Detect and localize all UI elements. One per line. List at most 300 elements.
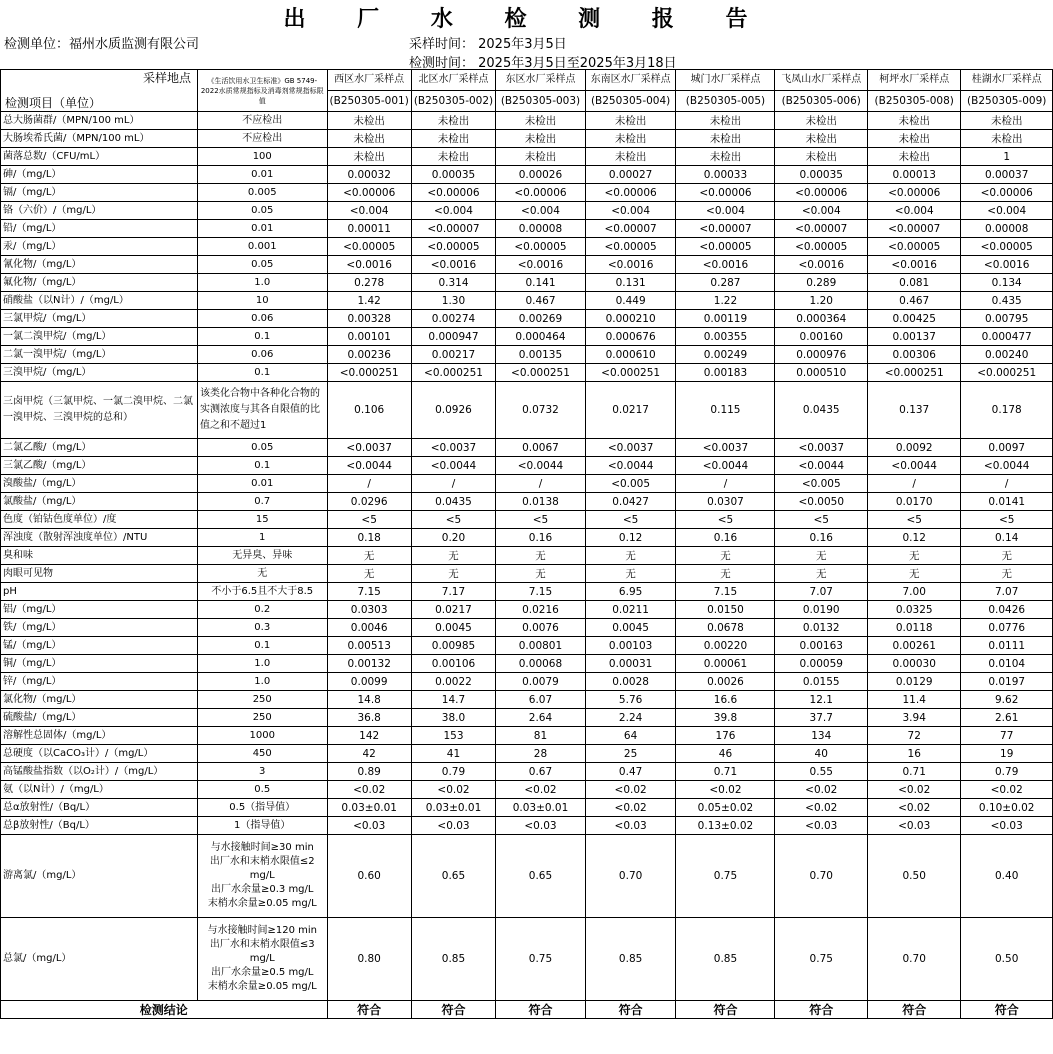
row-item: 锌/（mg/L） xyxy=(1,673,198,691)
row-value: 16 xyxy=(868,745,961,763)
table-row xyxy=(1,547,1053,565)
row-value: <0.004 xyxy=(775,202,868,220)
row-value: 0.00008 xyxy=(496,220,586,238)
header-item-unit: 检测项目（单位） xyxy=(5,96,102,110)
row-value: <0.03 xyxy=(411,817,495,835)
row-value: <0.0044 xyxy=(961,457,1053,475)
row-value: <0.00007 xyxy=(411,220,495,238)
row-standard: 0.2 xyxy=(197,601,327,619)
row-value: 0.00425 xyxy=(868,310,961,328)
table-row xyxy=(1,763,1053,781)
standard-line: 出厂水余量≥0.3 mg/L xyxy=(210,884,314,895)
row-value: 0.00985 xyxy=(411,637,495,655)
row-standard xyxy=(197,835,327,918)
row-value: 无 xyxy=(868,547,961,565)
row-value: 未检出 xyxy=(868,130,961,148)
row-value: 0.000477 xyxy=(961,328,1053,346)
row-item: 臭和味 xyxy=(1,547,198,565)
row-value: <0.02 xyxy=(868,781,961,799)
row-value: 未检出 xyxy=(585,148,676,166)
row-value: 0.00513 xyxy=(327,637,411,655)
row-item: 总α放射性/（Bq/L） xyxy=(1,799,198,817)
row-value: 0.000947 xyxy=(411,328,495,346)
row-item: 总大肠菌群/（MPN/100 mL） xyxy=(1,112,198,130)
row-item: 氯酸盐/（mg/L） xyxy=(1,493,198,511)
row-value: 0.137 xyxy=(868,382,961,439)
row-standard: 不应检出 xyxy=(197,130,327,148)
row-value: 0.0111 xyxy=(961,637,1053,655)
row-value: 未检出 xyxy=(676,112,775,130)
row-standard: 0.01 xyxy=(197,220,327,238)
row-value: 1.42 xyxy=(327,292,411,310)
conclusion-value: 符合 xyxy=(585,1001,676,1019)
row-value: <0.00005 xyxy=(775,238,868,256)
row-value: <0.000251 xyxy=(327,364,411,382)
row-value: <0.02 xyxy=(411,781,495,799)
row-item: 镉/（mg/L） xyxy=(1,184,198,202)
row-item: 菌落总数/（CFU/mL） xyxy=(1,148,198,166)
header-site-code: (B250305-009) xyxy=(961,91,1053,112)
row-value: <0.004 xyxy=(868,202,961,220)
row-value: <0.00006 xyxy=(496,184,586,202)
row-value: 0.0092 xyxy=(868,439,961,457)
table-row xyxy=(1,292,1053,310)
row-value: 28 xyxy=(496,745,586,763)
standard-line: 末梢水余量≥0.05 mg/L xyxy=(207,981,317,992)
conclusion-value: 符合 xyxy=(775,1001,868,1019)
row-standard: 1000 xyxy=(197,727,327,745)
row-value: 未检出 xyxy=(585,130,676,148)
row-value: <0.02 xyxy=(676,781,775,799)
row-value: 7.17 xyxy=(411,583,495,601)
row-item: 游离氯/（mg/L） xyxy=(1,835,198,918)
row-standard: 该类化合物中各种化合物的实测浓度与其各自限值的比值之和不超过1 xyxy=(197,382,327,439)
row-value: 39.8 xyxy=(676,709,775,727)
row-value: 0.0197 xyxy=(961,673,1053,691)
row-value: 14.8 xyxy=(327,691,411,709)
row-value: <0.0016 xyxy=(496,256,586,274)
row-standard: 0.1 xyxy=(197,637,327,655)
row-value: 0.71 xyxy=(868,763,961,781)
table-row xyxy=(1,112,1053,130)
table-row xyxy=(1,637,1053,655)
row-value: 0.00008 xyxy=(961,220,1053,238)
row-value: 未检出 xyxy=(961,112,1053,130)
sampling-time: 采样时间： 2025年3月5日 xyxy=(409,37,567,52)
row-value: 0.0118 xyxy=(868,619,961,637)
row-value: 0.000976 xyxy=(775,346,868,364)
row-standard: 0.05 xyxy=(197,439,327,457)
row-value: 0.60 xyxy=(327,835,411,918)
row-item: 锰/（mg/L） xyxy=(1,637,198,655)
row-value: 0.0129 xyxy=(868,673,961,691)
row-value: 0.89 xyxy=(327,763,411,781)
table-row xyxy=(1,565,1053,583)
row-standard: 0.01 xyxy=(197,475,327,493)
row-value: 0.0099 xyxy=(327,673,411,691)
row-value: 0.000210 xyxy=(585,310,676,328)
header-site-code: (B250305-003) xyxy=(496,91,586,112)
table-row xyxy=(1,382,1053,439)
row-value: 46 xyxy=(676,745,775,763)
row-value: 0.00220 xyxy=(676,637,775,655)
row-standard: 0.1 xyxy=(197,364,327,382)
conclusion-value: 符合 xyxy=(411,1001,495,1019)
row-value: 0.79 xyxy=(411,763,495,781)
header-site-code: (B250305-008) xyxy=(868,91,961,112)
row-item: 氟化物/（mg/L） xyxy=(1,274,198,292)
table-row xyxy=(1,619,1053,637)
row-value: <5 xyxy=(868,511,961,529)
row-value: <0.004 xyxy=(327,202,411,220)
row-value: 0.0138 xyxy=(496,493,586,511)
row-value: 0.0045 xyxy=(411,619,495,637)
row-item: 总硬度（以CaCO₃计）/（mg/L） xyxy=(1,745,198,763)
row-value: 未检出 xyxy=(327,130,411,148)
row-value: <0.02 xyxy=(496,781,586,799)
row-value: 0.000610 xyxy=(585,346,676,364)
header-site-name: 北区水厂采样点 xyxy=(411,70,495,91)
row-standard: 450 xyxy=(197,745,327,763)
row-value: 72 xyxy=(868,727,961,745)
row-value: <0.0016 xyxy=(411,256,495,274)
row-value: 0.0296 xyxy=(327,493,411,511)
row-value: 0.00274 xyxy=(411,310,495,328)
row-value: <0.0016 xyxy=(775,256,868,274)
row-value: 0.0427 xyxy=(585,493,676,511)
row-value: <0.00005 xyxy=(961,238,1053,256)
row-value: 0.0028 xyxy=(585,673,676,691)
row-value: <0.0037 xyxy=(775,439,868,457)
row-value: 37.7 xyxy=(775,709,868,727)
row-value: 0.75 xyxy=(676,835,775,918)
row-value: 0.00101 xyxy=(327,328,411,346)
row-standard: 1.0 xyxy=(197,673,327,691)
row-value: 5.76 xyxy=(585,691,676,709)
row-value: 64 xyxy=(585,727,676,745)
row-value: 0.50 xyxy=(961,918,1053,1001)
table-row xyxy=(1,709,1053,727)
row-value: 无 xyxy=(327,565,411,583)
row-value: 7.15 xyxy=(496,583,586,601)
table-row xyxy=(1,673,1053,691)
row-value: 0.70 xyxy=(585,835,676,918)
row-value: 176 xyxy=(676,727,775,745)
report-title: 出 厂 水 检 测 报 告 xyxy=(283,6,770,32)
row-value: 0.0097 xyxy=(961,439,1053,457)
row-standard: 0.05 xyxy=(197,202,327,220)
table-row xyxy=(1,493,1053,511)
row-value: 无 xyxy=(411,565,495,583)
row-value: 0.0150 xyxy=(676,601,775,619)
row-standard: 10 xyxy=(197,292,327,310)
row-standard: 0.7 xyxy=(197,493,327,511)
row-standard: 不应检出 xyxy=(197,112,327,130)
row-value: <0.004 xyxy=(411,202,495,220)
row-value: 未检出 xyxy=(775,112,868,130)
row-value: 未检出 xyxy=(327,112,411,130)
row-item: 氨（以N计）/（mg/L） xyxy=(1,781,198,799)
row-value: <0.0037 xyxy=(585,439,676,457)
row-value: <0.0044 xyxy=(496,457,586,475)
row-value: <0.02 xyxy=(585,799,676,817)
row-standard: 1 xyxy=(197,529,327,547)
row-value: 0.0325 xyxy=(868,601,961,619)
row-value: <0.0016 xyxy=(868,256,961,274)
row-value: 无 xyxy=(585,565,676,583)
conclusion-value: 符合 xyxy=(676,1001,775,1019)
row-value: <0.004 xyxy=(961,202,1053,220)
row-value: 7.00 xyxy=(868,583,961,601)
row-value: 38.0 xyxy=(411,709,495,727)
row-value: 无 xyxy=(961,547,1053,565)
row-value: 0.141 xyxy=(496,274,586,292)
row-value: 0.0216 xyxy=(496,601,586,619)
row-value: 0.65 xyxy=(411,835,495,918)
row-item: 铅/（mg/L） xyxy=(1,220,198,238)
row-value: 0.081 xyxy=(868,274,961,292)
header-site-code: (B250305-001) xyxy=(327,91,411,112)
table-row xyxy=(1,184,1053,202)
row-value: 0.00269 xyxy=(496,310,586,328)
row-value: <0.0016 xyxy=(585,256,676,274)
row-value: 未检出 xyxy=(411,148,495,166)
conclusion-label: 检测结论 xyxy=(1,1001,328,1019)
row-value: <0.02 xyxy=(775,799,868,817)
row-value: <5 xyxy=(585,511,676,529)
row-value: <0.0044 xyxy=(585,457,676,475)
row-value: 0.314 xyxy=(411,274,495,292)
row-value: 0.00328 xyxy=(327,310,411,328)
row-value: 0.10±0.02 xyxy=(961,799,1053,817)
row-value: 无 xyxy=(868,565,961,583)
row-value: 0.12 xyxy=(585,529,676,547)
row-value: 0.0022 xyxy=(411,673,495,691)
row-value: 0.65 xyxy=(496,835,586,918)
row-value: 0.00032 xyxy=(327,166,411,184)
row-value: 0.00031 xyxy=(585,655,676,673)
row-value: 0.00132 xyxy=(327,655,411,673)
row-value: 0.85 xyxy=(676,918,775,1001)
table-row-free-chlorine xyxy=(1,835,1053,918)
row-value: 0.85 xyxy=(411,918,495,1001)
header-site-code: (B250305-006) xyxy=(775,91,868,112)
row-value: 2.24 xyxy=(585,709,676,727)
row-value: <0.02 xyxy=(961,781,1053,799)
row-value: <0.0016 xyxy=(961,256,1053,274)
row-value: 0.00106 xyxy=(411,655,495,673)
row-item: 大肠埃希氏菌/（MPN/100 mL） xyxy=(1,130,198,148)
table-row xyxy=(1,457,1053,475)
row-value: 0.0732 xyxy=(496,382,586,439)
row-item: 三氯乙酸/（mg/L） xyxy=(1,457,198,475)
standard-line: 出厂水余量≥0.5 mg/L xyxy=(210,967,314,978)
row-value: 无 xyxy=(676,565,775,583)
row-value: <0.00005 xyxy=(327,238,411,256)
row-standard: 1（指导值） xyxy=(197,817,327,835)
row-value: <0.00007 xyxy=(676,220,775,238)
row-value: 0.000676 xyxy=(585,328,676,346)
header-site-name: 柯坪水厂采样点 xyxy=(868,70,961,91)
row-value: 0.000464 xyxy=(496,328,586,346)
row-item: 一氯二溴甲烷/（mg/L） xyxy=(1,328,198,346)
row-value: 0.00160 xyxy=(775,328,868,346)
row-value: 0.00011 xyxy=(327,220,411,238)
row-value: <0.0050 xyxy=(775,493,868,511)
row-value: <0.000251 xyxy=(961,364,1053,382)
row-value: <0.00005 xyxy=(676,238,775,256)
table-row xyxy=(1,511,1053,529)
row-value: <0.02 xyxy=(868,799,961,817)
row-item: 总氯/（mg/L） xyxy=(1,918,198,1001)
row-value: 0.00035 xyxy=(775,166,868,184)
conclusion-value: 符合 xyxy=(327,1001,411,1019)
row-value: 未检出 xyxy=(775,148,868,166)
table-row xyxy=(1,529,1053,547)
row-value: <0.03 xyxy=(496,817,586,835)
row-value: 3.94 xyxy=(868,709,961,727)
standard-line: 与水接触时间≥120 min xyxy=(207,925,317,936)
table-row xyxy=(1,364,1053,382)
row-standard: 100 xyxy=(197,148,327,166)
row-standard: 0.3 xyxy=(197,619,327,637)
row-value: 0.16 xyxy=(496,529,586,547)
row-value: 7.07 xyxy=(961,583,1053,601)
row-value: <0.00006 xyxy=(327,184,411,202)
row-value: 未检出 xyxy=(868,148,961,166)
row-standard: 0.01 xyxy=(197,166,327,184)
row-value: <0.00005 xyxy=(496,238,586,256)
table-row xyxy=(1,745,1053,763)
row-value: 0.0776 xyxy=(961,619,1053,637)
row-value: <0.0016 xyxy=(676,256,775,274)
row-standard: 0.06 xyxy=(197,310,327,328)
row-item: 氰化物/（mg/L） xyxy=(1,256,198,274)
row-value: 无 xyxy=(496,547,586,565)
row-value: 0.00026 xyxy=(496,166,586,184)
row-value: 0.13±0.02 xyxy=(676,817,775,835)
row-item: 铜/（mg/L） xyxy=(1,655,198,673)
row-value: 0.05±0.02 xyxy=(676,799,775,817)
table-row xyxy=(1,220,1053,238)
row-value: <0.00005 xyxy=(868,238,961,256)
row-value: / xyxy=(868,475,961,493)
row-item: 二氯一溴甲烷/（mg/L） xyxy=(1,346,198,364)
row-item: 溶解性总固体/（mg/L） xyxy=(1,727,198,745)
row-value: 未检出 xyxy=(676,148,775,166)
row-value: 142 xyxy=(327,727,411,745)
row-value: 9.62 xyxy=(961,691,1053,709)
row-item: 三卤甲烷（三氯甲烷、一氯二溴甲烷、二氯一溴甲烷、三溴甲烷的总和） xyxy=(1,382,198,439)
row-value: 0.00068 xyxy=(496,655,586,673)
row-value: 0.449 xyxy=(585,292,676,310)
row-value: <0.000251 xyxy=(411,364,495,382)
table-row xyxy=(1,799,1053,817)
conclusion-value: 符合 xyxy=(961,1001,1053,1019)
row-value: 6.07 xyxy=(496,691,586,709)
row-value: <0.00006 xyxy=(961,184,1053,202)
row-value: <0.00007 xyxy=(775,220,868,238)
row-value: <0.02 xyxy=(585,781,676,799)
header-site-code: (B250305-005) xyxy=(676,91,775,112)
row-value: 0.55 xyxy=(775,763,868,781)
row-value: 无 xyxy=(775,547,868,565)
row-value: 0.000510 xyxy=(775,364,868,382)
row-value: 0.131 xyxy=(585,274,676,292)
row-value: <5 xyxy=(961,511,1053,529)
row-value: 0.20 xyxy=(411,529,495,547)
row-value: 无 xyxy=(327,547,411,565)
row-standard: 250 xyxy=(197,709,327,727)
table-row xyxy=(1,274,1053,292)
row-value: <0.03 xyxy=(327,817,411,835)
row-value: 未检出 xyxy=(585,112,676,130)
header-standard: 《生活饮用水卫生标准》GB 5749-2022水质常规指标及消毒剂常规指标限值 xyxy=(197,70,327,112)
row-value: 无 xyxy=(496,565,586,583)
row-item: 砷/（mg/L） xyxy=(1,166,198,184)
row-standard: 0.005 xyxy=(197,184,327,202)
row-value: 77 xyxy=(961,727,1053,745)
header-site-name: 飞凤山水厂采样点 xyxy=(775,70,868,91)
row-value: 0.75 xyxy=(496,918,586,1001)
row-value: 0.0067 xyxy=(496,439,586,457)
row-value: 0.03±0.01 xyxy=(496,799,586,817)
row-standard: 1.0 xyxy=(197,274,327,292)
row-value: 0.00103 xyxy=(585,637,676,655)
row-value: 0.278 xyxy=(327,274,411,292)
row-standard: 0.05 xyxy=(197,256,327,274)
row-value: 0.00027 xyxy=(585,166,676,184)
row-value: 0.178 xyxy=(961,382,1053,439)
row-value: 0.0307 xyxy=(676,493,775,511)
testing-unit: 检测单位：福州水质监测有限公司 xyxy=(4,37,200,52)
row-value: 2.61 xyxy=(961,709,1053,727)
row-value: 14.7 xyxy=(411,691,495,709)
row-value: 0.00061 xyxy=(676,655,775,673)
row-item: 三溴甲烷/（mg/L） xyxy=(1,364,198,382)
row-value: 0.467 xyxy=(868,292,961,310)
row-value: 0.67 xyxy=(496,763,586,781)
row-value: 0.115 xyxy=(676,382,775,439)
row-value: 1.20 xyxy=(775,292,868,310)
row-value: <0.005 xyxy=(775,475,868,493)
row-value: 16.6 xyxy=(676,691,775,709)
row-item: 色度（铂钴色度单位）/度 xyxy=(1,511,198,529)
row-value: 0.75 xyxy=(775,918,868,1001)
row-value: <0.02 xyxy=(327,781,411,799)
row-item: 高锰酸盐指数（以O₂计）/（mg/L） xyxy=(1,763,198,781)
row-value: 0.287 xyxy=(676,274,775,292)
header-site-name: 西区水厂采样点 xyxy=(327,70,411,91)
row-value: 134 xyxy=(775,727,868,745)
row-standard: 3 xyxy=(197,763,327,781)
row-value: <0.0044 xyxy=(868,457,961,475)
conclusion-row xyxy=(1,1001,1053,1019)
table-row xyxy=(1,202,1053,220)
row-value: 0.0435 xyxy=(775,382,868,439)
row-value: 0.00037 xyxy=(961,166,1053,184)
table-row xyxy=(1,256,1053,274)
row-value: 0.00236 xyxy=(327,346,411,364)
standard-line: 与水接触时间≥30 min xyxy=(210,842,314,853)
row-value: <0.00005 xyxy=(585,238,676,256)
standard-line: 出厂水和末梢水限值≤3 mg/L xyxy=(209,939,315,964)
row-value: 未检出 xyxy=(411,112,495,130)
row-value: <0.03 xyxy=(868,817,961,835)
table-row xyxy=(1,166,1053,184)
row-value: 未检出 xyxy=(775,130,868,148)
row-value: 未检出 xyxy=(868,112,961,130)
